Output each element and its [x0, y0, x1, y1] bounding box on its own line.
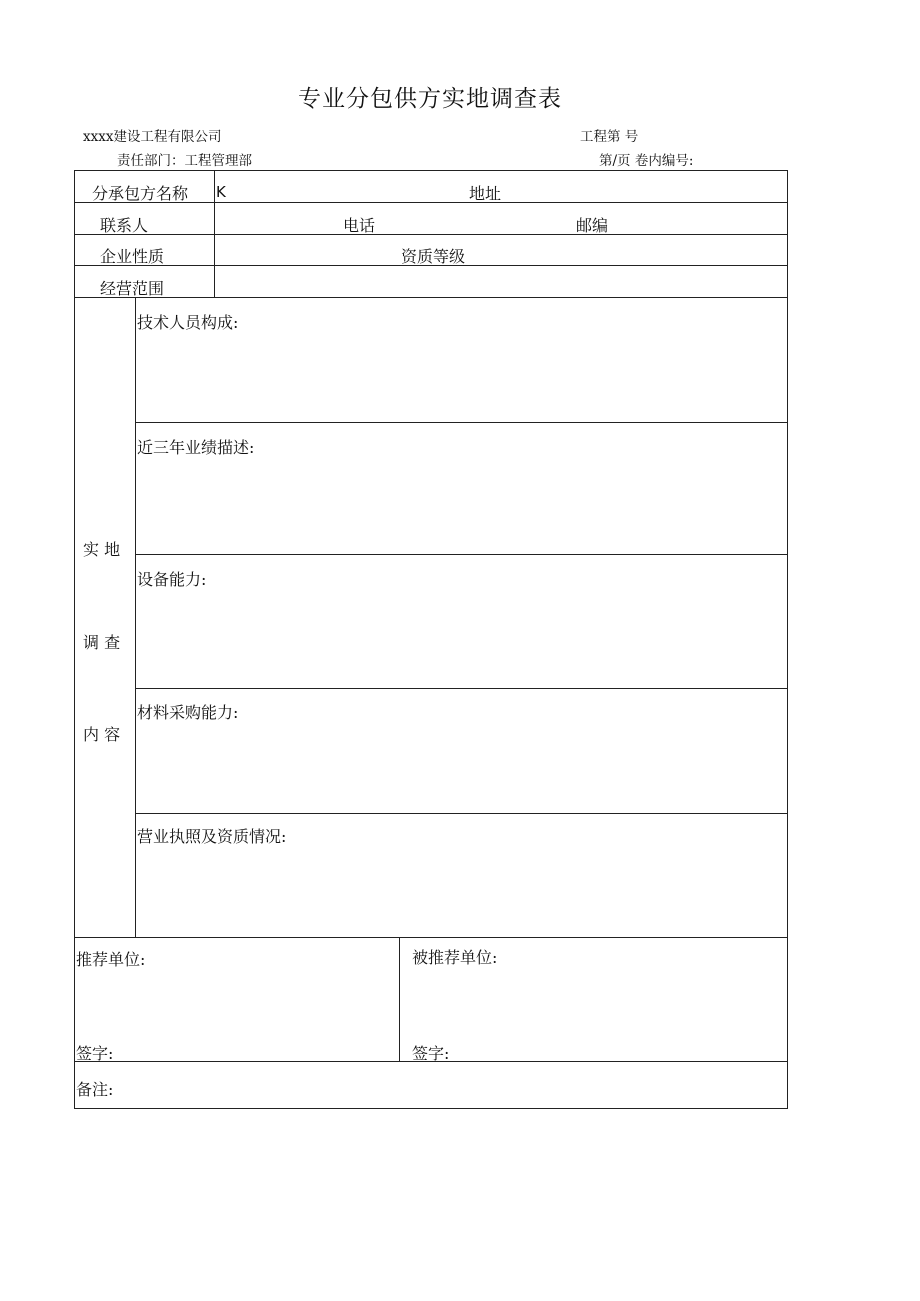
section-divider [135, 813, 788, 814]
section-divider [135, 688, 788, 689]
phone-label: 电话 [343, 216, 376, 235]
row-divider [74, 297, 788, 298]
survey-side-label: 实 地 [83, 540, 121, 559]
postcode-label: 邮编 [576, 216, 609, 235]
subcontractor-name-label: 分承包方名称 [92, 184, 189, 203]
subcontractor-name-value[interactable]: K [216, 183, 226, 201]
right-signature-label: 签字: [412, 1044, 450, 1063]
survey-side-label: 内 容 [83, 725, 121, 744]
contact-person-label: 联系人 [100, 216, 149, 235]
page-volume-number: 第/页 卷内编号: [599, 153, 694, 169]
row-divider [74, 937, 788, 938]
address-label: 地址 [469, 184, 502, 203]
material-procurement-label: 材料采购能力: [137, 703, 239, 722]
department: 责任部门：工程管理部 [117, 153, 252, 169]
table-bottom-border [74, 1108, 788, 1109]
remarks-label: 备注: [76, 1080, 114, 1099]
page-title: 专业分包供方实地调查表 [298, 86, 562, 112]
survey-side-divider [135, 297, 136, 937]
company-name: xxxx建设工程有限公司 [83, 129, 222, 145]
qualification-grade-label: 资质等级 [401, 247, 466, 266]
recommending-unit-label: 推荐单位: [76, 950, 146, 969]
table-left-border [74, 170, 75, 1108]
equipment-capability-label: 设备能力: [137, 570, 207, 589]
table-right-border [787, 170, 788, 1108]
technical-staff-label: 技术人员构成: [137, 313, 239, 332]
business-scope-label: 经营范围 [100, 279, 165, 298]
survey-side-label: 调 查 [83, 633, 121, 652]
section-divider [135, 554, 788, 555]
row-divider [74, 234, 788, 235]
project-number: 工程第 号 [580, 129, 639, 145]
performance-label: 近三年业绩描述: [137, 438, 255, 457]
recommend-column-divider [399, 937, 400, 1061]
license-qualification-label: 营业执照及资质情况: [137, 827, 287, 846]
label-column-divider [214, 170, 215, 297]
table-top-border [74, 170, 788, 171]
enterprise-nature-label: 企业性质 [100, 247, 165, 266]
recommended-unit-label: 被推荐单位: [412, 948, 498, 967]
section-divider [135, 422, 788, 423]
left-signature-label: 签字: [76, 1044, 114, 1063]
